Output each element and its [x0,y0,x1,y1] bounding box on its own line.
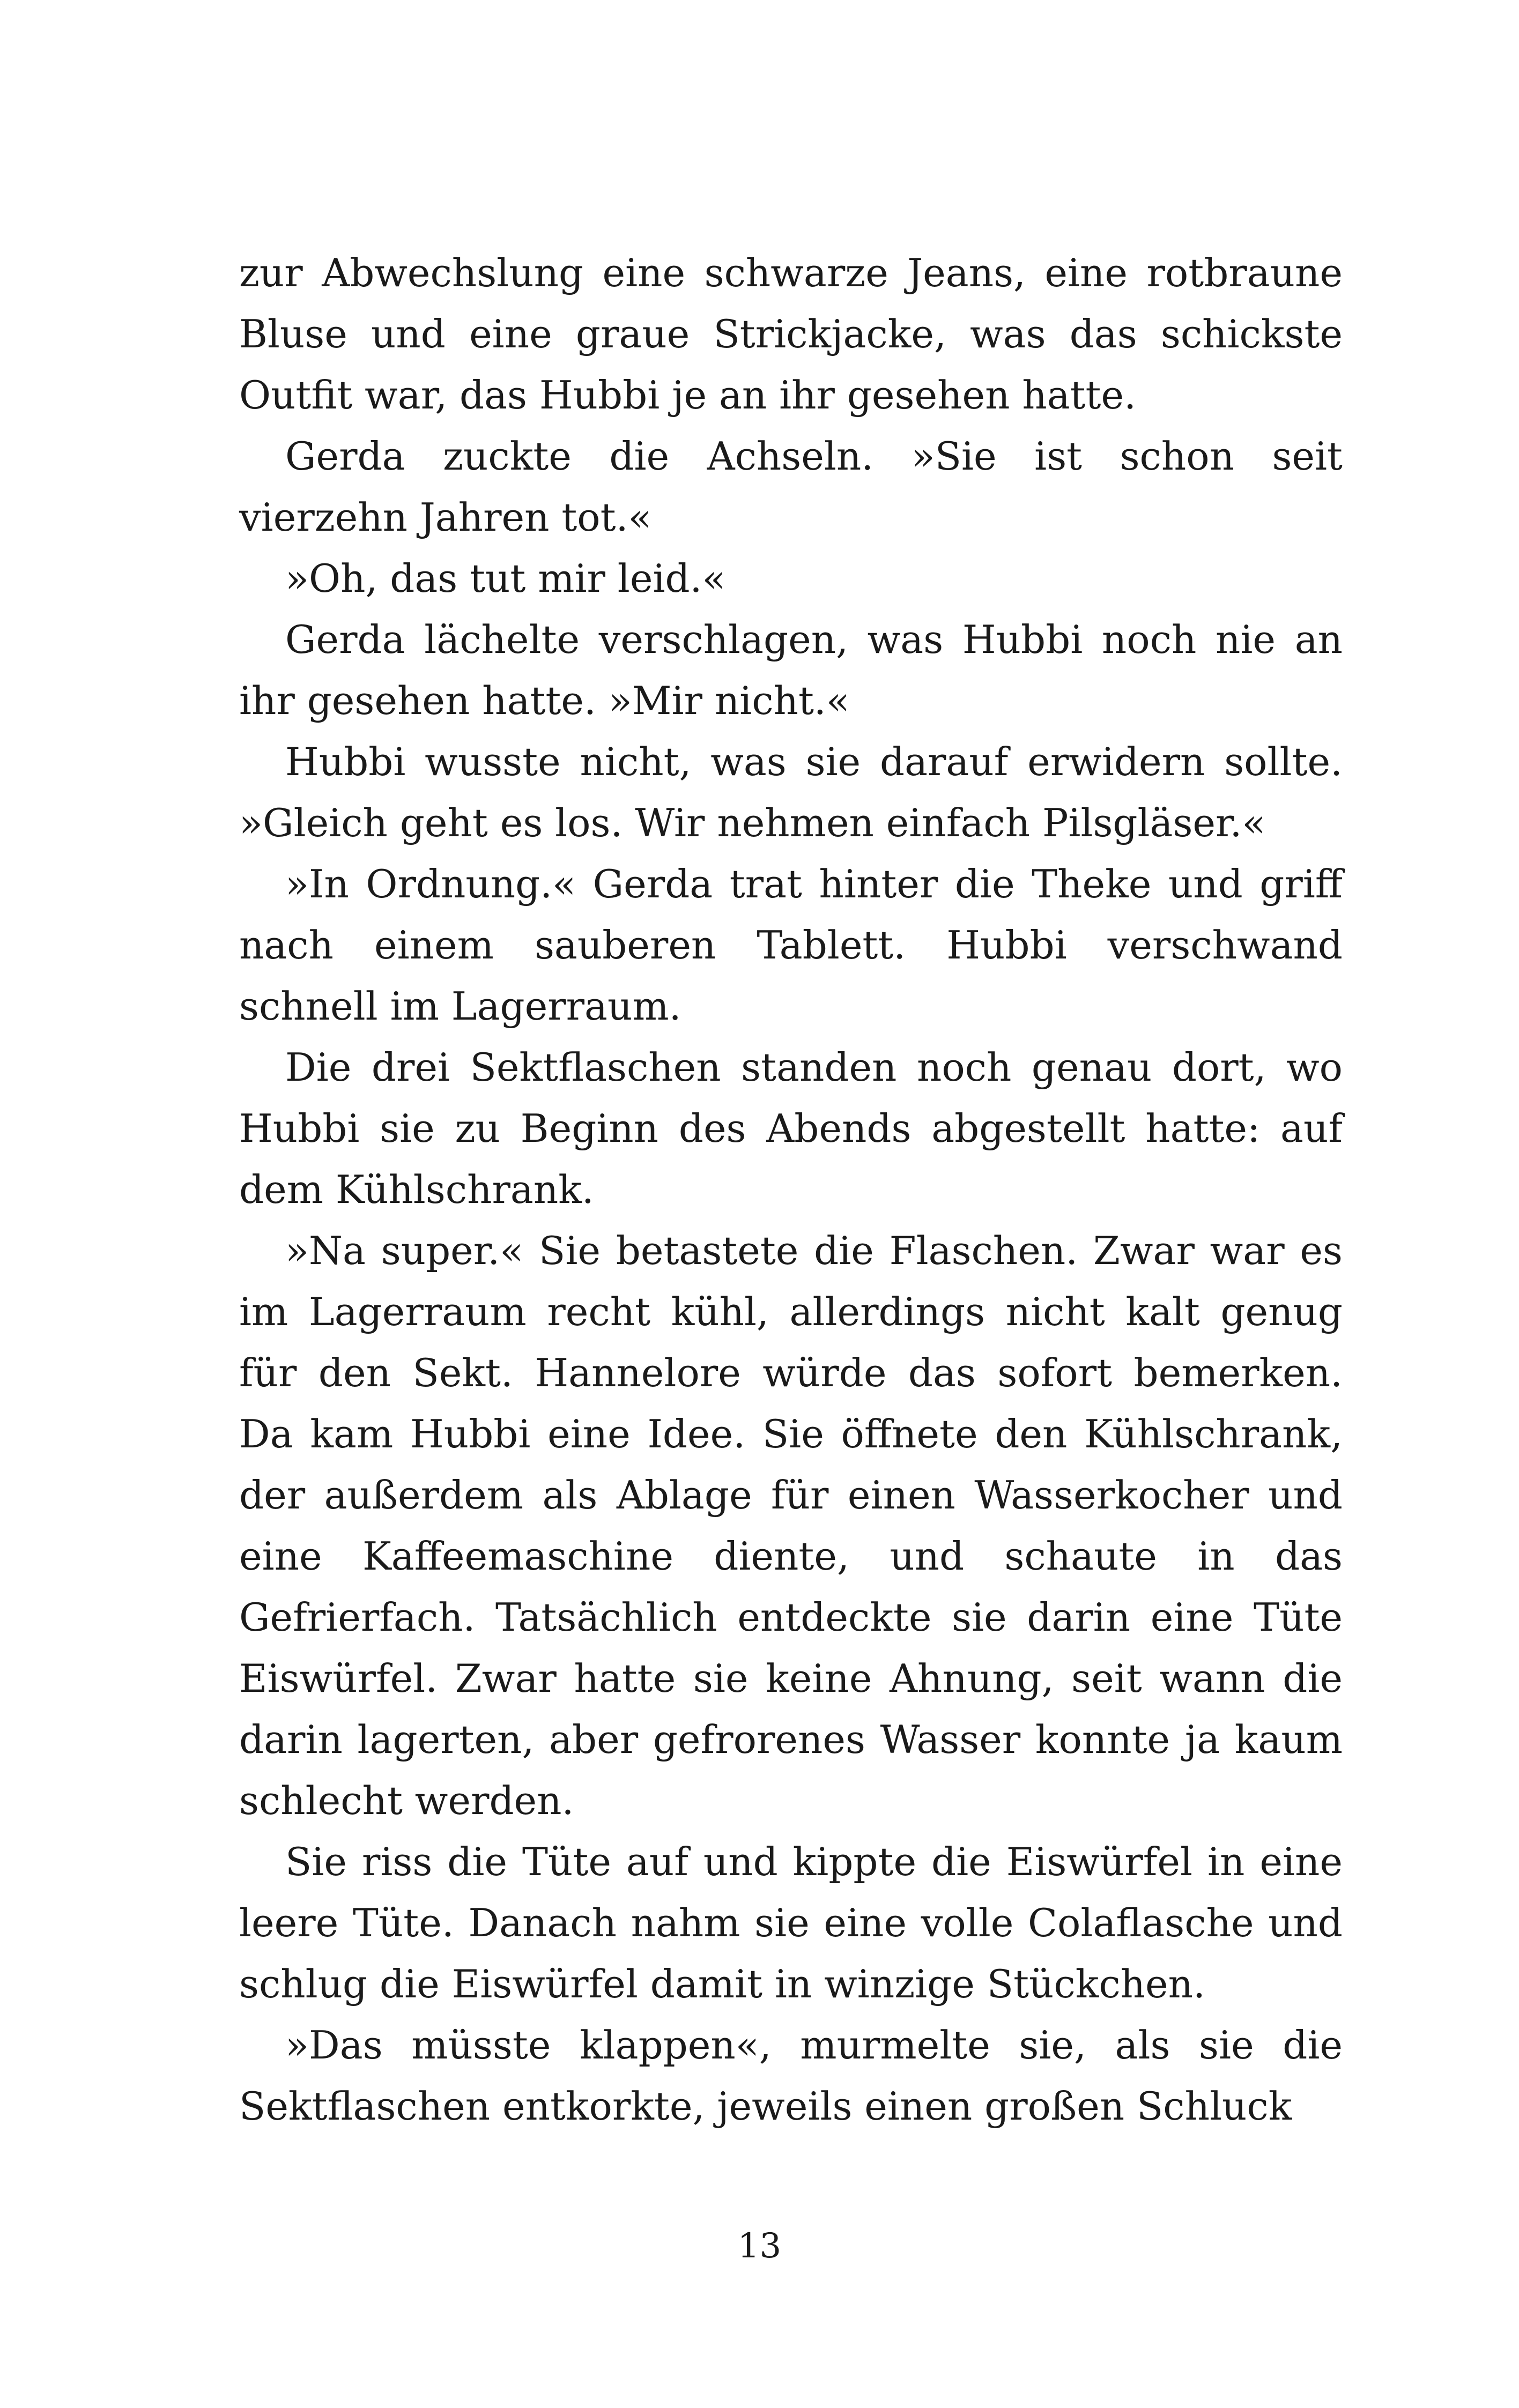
page-number: 13 [737,2226,782,2266]
paragraph-1: zur Abwechslung eine schwarze Jeans, eine rotbraune Bluse und eine graue Strickjacke, was das schickste Outfit war, das Hubbi je an ihr gesehen hatte. [239,250,1343,418]
body-text [239,242,1343,2137]
paragraph-5: Hubbi wusste nicht, was sie darauf erwidern sollte. »Gleich geht es los. Wir nehmen einfach Pilsgläser.« [239,739,1343,845]
paragraph-3: »Oh, das tut mir leid.« [285,556,726,601]
paragraph-6: »In Ordnung.« Gerda trat hinter die Theke und griff nach einem sauberen Tablett. Hubbi verschwand schnell im Lagerraum. [239,861,1343,1029]
paragraph-4: Gerda lächelte verschlagen, was Hubbi noch nie an ihr gesehen hatte. »Mir nicht.« [239,617,1343,723]
paragraph-7: Die drei Sektflaschen standen noch genau dort, wo Hubbi sie zu Beginn des Abends abgestellt hatte: auf dem Kühlschrank. [239,1045,1343,1212]
paragraph-2: Gerda zuckte die Achseln. »Sie ist schon seit vierzehn Jahren tot.« [239,434,1343,540]
paragraph-10: »Das müsste klappen«, murmelte sie, als sie die Sektflaschen entkorkte, jeweils einen großen Schluck [239,2023,1343,2129]
paragraph-9: Sie riss die Tüte auf und kippte die Eiswürfel in eine leere Tüte. Danach nahm sie eine volle Colaflasche und schlug die Eiswürfel damit in winzige Stückchen. [239,1839,1343,2006]
paragraph-8: »Na super.« Sie betastete die Flaschen. Zwar war es im Lagerraum recht kühl, allerdings nicht kalt genug für den Sekt. Hannelore würde das sofort bemerken. Da kam Hubbi eine Idee. Sie öffnete den Kühlschrank, der außerdem als Ablage für einen Wasserkocher und eine Kaffeemaschine diente, und schaute in das Gefrierfach. Tatsächlich entdeckte sie darin eine Tüte Eiswürfel. Zwar hatte sie keine Ahnung, seit wann die darin lagerten, aber gefrorenes Wasser konnte ja kaum schlecht werden. [239,1228,1343,1823]
